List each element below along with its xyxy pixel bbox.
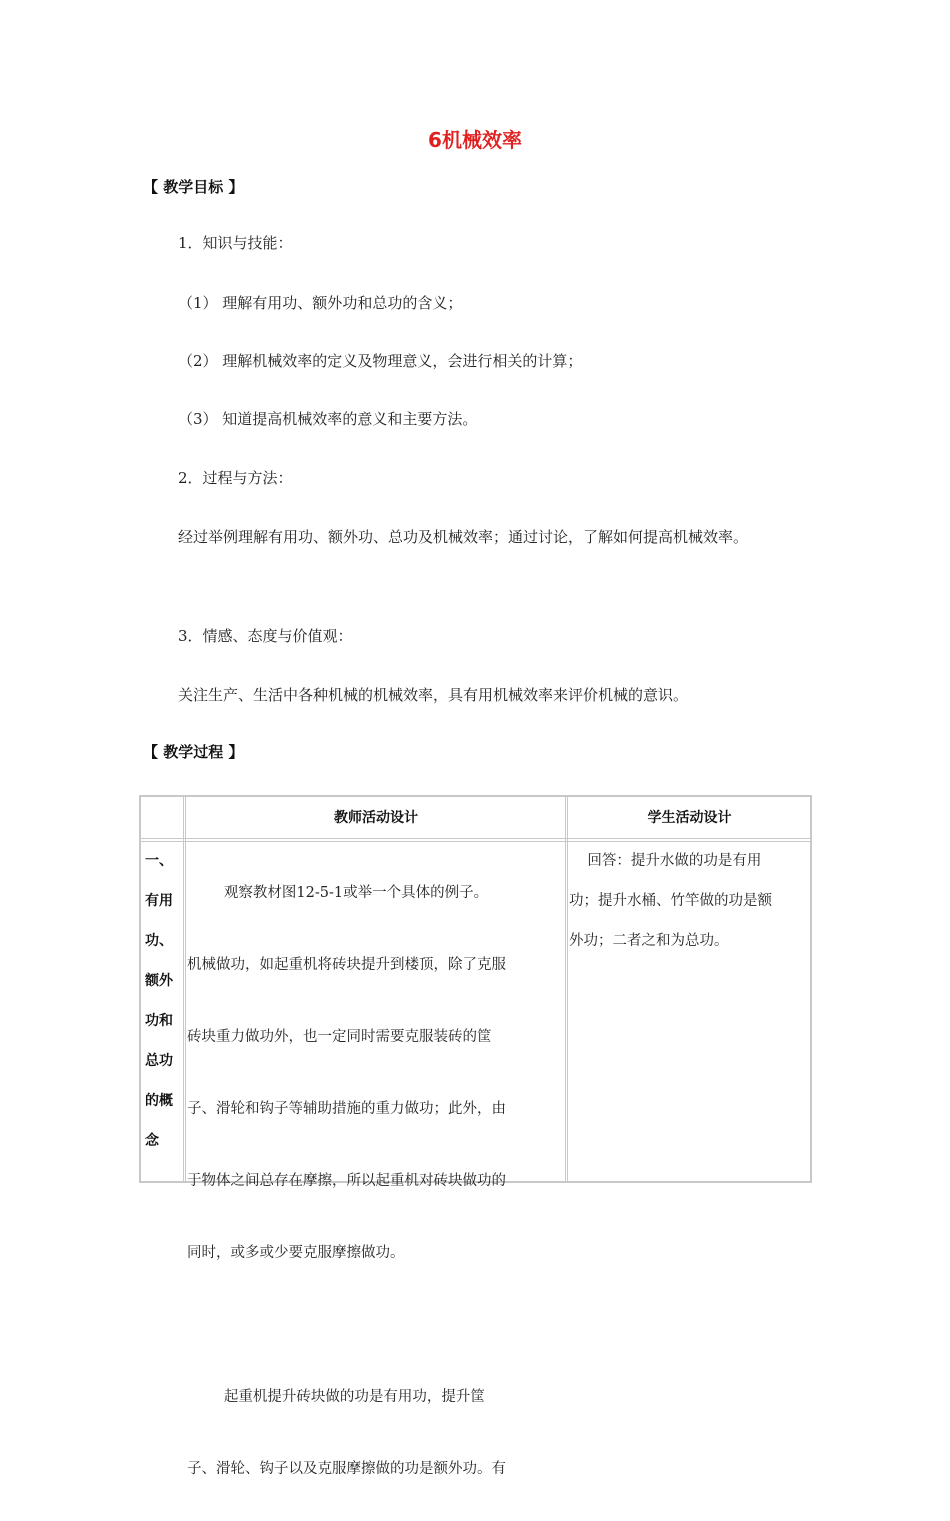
student-line: 回答：提升水做的功是有用 xyxy=(569,853,762,869)
row-stub xyxy=(145,841,183,1161)
stub-line: 功、 xyxy=(145,933,173,949)
stub-line: 念 xyxy=(145,1133,159,1149)
teacher-line xyxy=(187,1305,563,1345)
knowledge-item-3: （3） 知道提高机械效率的意义和主要方法。 xyxy=(178,410,478,428)
process-heading: 【 教学过程 】 xyxy=(143,743,244,761)
teacher-line: 机械做功，如起重机将砖块提升到楼顶，除了克服 xyxy=(187,957,506,973)
teacher-line: 砖块重力做功外，也一定同时需要克服装砖的筐 xyxy=(187,1029,492,1045)
stub-line: 的概 xyxy=(145,1093,173,1109)
teacher-line: 观察教材图12-5-1或举一个具体的例子。 xyxy=(187,885,489,901)
teacher-line: 起重机提升砖块做的功是有用功，提升筐 xyxy=(187,1389,485,1405)
header-teacher: 教师活动设计 xyxy=(334,810,418,826)
student-cell xyxy=(569,841,809,961)
student-line: 外功；二者之和为总功。 xyxy=(569,933,729,949)
emotion-heading: 3．情感、态度与价值观： xyxy=(178,627,353,645)
emotion-text: 关注生产、生活中各种机械的机械效率，具有用机械效率来评价机械的意识。 xyxy=(178,686,689,704)
table-divider xyxy=(565,797,568,1181)
knowledge-heading: 1．知识与技能： xyxy=(178,234,293,252)
teacher-line: 同时，或多或少要克服摩擦做功。 xyxy=(187,1245,405,1261)
teacher-line: 子、滑轮和钩子等辅助措施的重力做功；此外，由 xyxy=(187,1101,506,1117)
stub-line: 功和 xyxy=(145,1013,173,1029)
teacher-line: 于物体之间总存在摩擦，所以起重机对砖块做功的 xyxy=(187,1173,506,1189)
page-title: 6机械效率 xyxy=(428,128,522,152)
knowledge-item-1: （1） 理解有用功、额外功和总功的含义； xyxy=(178,294,463,312)
stub-line: 有用 xyxy=(145,893,173,909)
stub-line: 一、 xyxy=(145,853,173,869)
knowledge-item-2: （2） 理解机械效率的定义及物理意义，会进行相关的计算； xyxy=(178,352,583,370)
stub-line: 总功 xyxy=(145,1053,173,1069)
table-divider xyxy=(183,797,186,1181)
teacher-cell xyxy=(187,841,563,1521)
process-table xyxy=(139,795,812,1477)
header-student: 学生活动设计 xyxy=(647,810,732,826)
student-line: 功；提升水桶、竹竿做的功是额 xyxy=(569,893,772,909)
goals-heading: 【 教学目标 】 xyxy=(143,178,244,196)
teacher-line: 子、滑轮、钩子以及克服摩擦做的功是额外功。有 xyxy=(187,1461,506,1477)
process-method-text: 经过举例理解有用功、额外功、总功及机械效率；通过讨论，了解如何提高机械效率。 xyxy=(178,528,749,546)
process-method-heading: 2．过程与方法： xyxy=(178,469,293,487)
stub-line: 额外 xyxy=(145,973,173,989)
